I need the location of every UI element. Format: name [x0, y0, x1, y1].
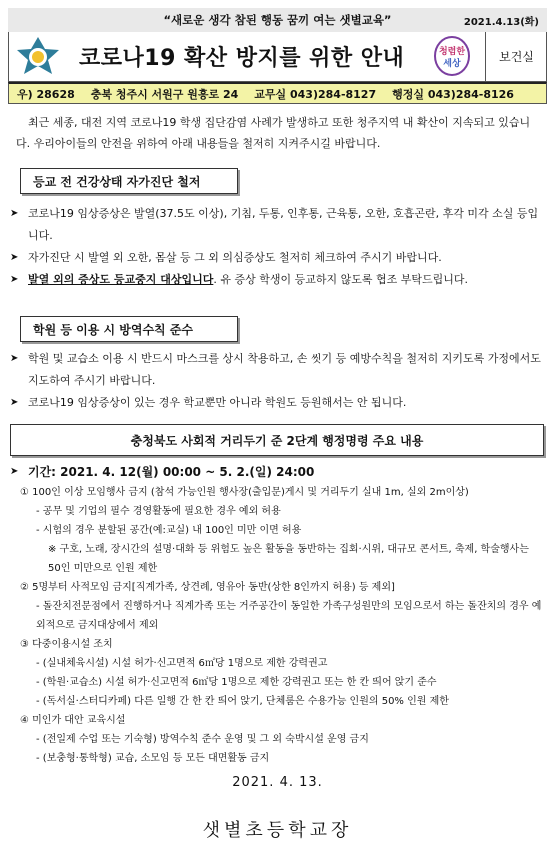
notice-note: ※ 구호, 노래, 장시간의 설명·대화 등 위험도 높은 활동을 동반하는 집회·시위, 대규모 콘서트, 축제, 학술행사는 50인 미만으로 인원 제한 [48, 544, 529, 574]
slogan: “새로운 생각 참된 행동 꿈끼 여는 샛별교육” [163, 13, 392, 27]
notice-item: ① 100인 이상 모임행사 금지 (참석 가능인원 행사장(출입문)게시 및 거리두기 실내 1m, 실외 2m이상) [20, 487, 469, 498]
notice-subitem: - 시험의 경우 분할된 공간(예:교실) 내 100인 미만 이면 허용 [36, 525, 302, 536]
emphasis-text: 발열 외의 증상도 등교중지 대상입니다 [28, 273, 214, 286]
arrow-icon: ➤ [10, 353, 19, 364]
admin-room-phone: 행정실 043)284-8126 [392, 87, 514, 101]
notice-subitem: - (학원·교습소) 시설 허가·신고면적 6㎡당 1명으로 제한 강력권고 또는 한 칸 띄어 앉기 준수 [36, 677, 437, 688]
title-row [8, 32, 547, 82]
notice-item: ② 5명부터 사적모임 금지[직계가족, 상견례, 영유아 동반(상한 8인까지 허용) 등 제외] [20, 582, 395, 593]
address-bar [8, 82, 547, 104]
arrow-icon: ➤ [10, 466, 19, 477]
notice-subitem: - (독서실·스터디카페) 다른 일행 간 한 칸 띄어 앉기, 단체룸은 수용가능 인원의 50% 인원 제한 [36, 696, 449, 707]
notice-item: ③ 다중이용시설 조치 [20, 639, 113, 650]
list-item: ➤ 코로나19 임상증상은 발열(37.5도 이상), 기침, 두통, 인후통, 근육통, 오한, 호흡곤란, 후각 미각 소실 등입니다. [10, 203, 542, 247]
svg-text:청렴한: 청렴한 [438, 47, 466, 57]
arrow-icon: ➤ [10, 252, 19, 263]
distancing-details [10, 461, 544, 768]
list-item: ➤ 코로나19 임상증상이 있는 경우 학교뿐만 아니라 학원도 등원해서는 안 됩니다. [10, 392, 542, 414]
list-item: ➤ 발열 외의 증상도 등교중지 대상입니다. 유 증상 학생이 등교하지 않도록 협조 부탁드립니다. [10, 269, 542, 291]
academy-list [10, 348, 542, 414]
list-item: ➤ 자가진단 시 발열 외 오한, 몸살 등 그 외 의심증상도 철저히 체크하여 주시기 바랍니다. [10, 247, 542, 269]
section-heading-academy: 학원 등 이용 시 방역수칙 준수 [20, 316, 238, 342]
period-line: ➤ 기간: 2021. 4. 12(월) 00:00 ~ 5. 2.(일) 24:00 [10, 461, 544, 483]
school-logo-icon [15, 35, 61, 77]
notice-subitem: - (실내체육시설) 시설 허가·신고면적 6㎡당 1명으로 제한 강력권고 [36, 658, 328, 669]
principal-signature: 샛별초등학교장 [202, 820, 353, 841]
office-label: 보건실 [485, 32, 547, 81]
street-address: 충북 청주시 서원구 원흥로 24 [90, 87, 239, 101]
intro-paragraph [16, 112, 540, 154]
slogan-bar [8, 8, 547, 32]
page-title: 코로나19 확산 방지를 위한 안내 [79, 46, 405, 71]
issue-date: 2021.4.13(화) [463, 17, 539, 28]
integrity-stamp-icon [433, 35, 471, 77]
section-heading-distancing: 충청북도 사회적 거리두기 준 2단계 행정명령 주요 내용 [10, 424, 544, 456]
arrow-icon: ➤ [10, 397, 19, 408]
intro-text: 최근 세종, 대전 지역 코로나19 학생 집단감염 사례가 발생하고 또한 청주지역 내 확산이 지속되고 있습니다. 우리아이들의 안전을 위하여 아래 내용들을 철저히 지켜주시길 바랍니다. [16, 116, 531, 150]
zip-code: 우) 28628 [17, 87, 75, 101]
notice-subitem: - 공무 및 기업의 필수 경영활동에 필요한 경우 예외 허용 [36, 506, 281, 517]
svg-text:세상: 세상 [443, 59, 461, 69]
staff-room-phone: 교무실 043)284-8127 [254, 87, 377, 101]
notice-item: ④ 미인가 대안 교육시설 [20, 715, 126, 726]
notice-subitem: - (보충형·통학형) 교습, 소모임 등 모든 대면활동 금지 [36, 753, 270, 764]
arrow-icon: ➤ [10, 208, 19, 219]
notice-subitem: - 돌잔치전문점에서 진행하거나 직계가족 또는 거주공간이 동일한 가족구성원만의 모임으로서 하는 돌잔치의 경우 예외적으로 금지대상에서 제외 [36, 601, 542, 631]
self-check-list [10, 203, 542, 291]
list-item: ➤ 학원 및 교습소 이용 시 반드시 마스크를 상시 착용하고, 손 씻기 등 예방수칙을 철저히 지키도록 가정에서도 지도하여 주시기 바랍니다. [10, 348, 542, 392]
section-heading-self-check: 등교 전 건강상태 자가진단 철저 [20, 168, 238, 194]
arrow-icon: ➤ [10, 274, 19, 285]
notice-subitem: - (전일제 수업 또는 기숙형) 방역수칙 준수 운영 및 그 외 숙박시설 운영 금지 [36, 734, 369, 745]
footer-date: 2021. 4. 13. [232, 775, 323, 790]
